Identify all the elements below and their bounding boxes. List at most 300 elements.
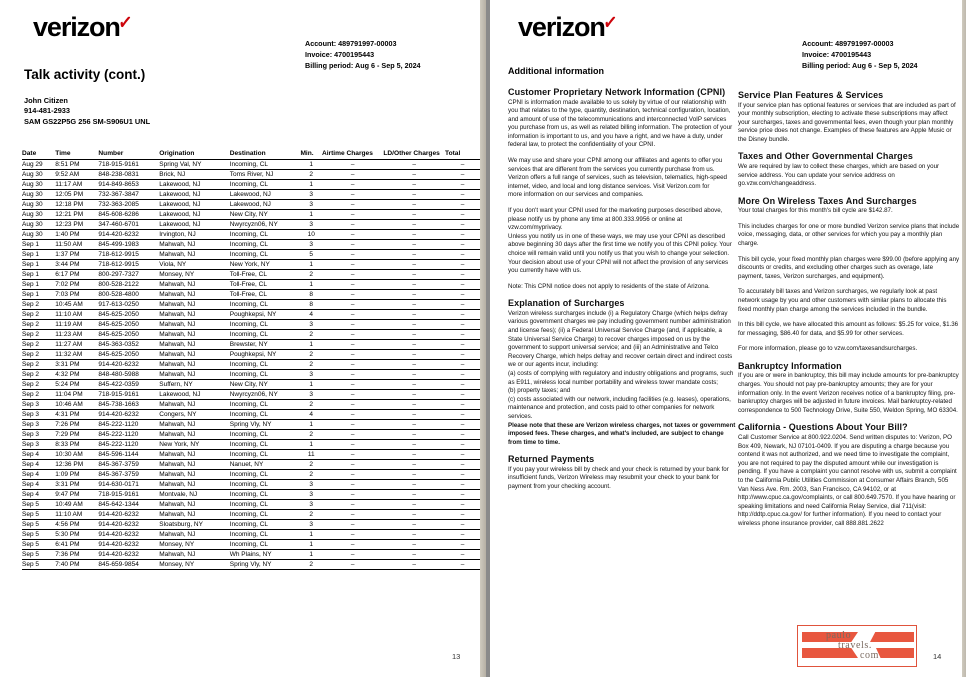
table-row	[22, 510, 480, 520]
cell-dest: Toll-Free, CL	[230, 270, 301, 280]
cell-dest: Toll-Free, CL	[230, 280, 301, 290]
table-row	[22, 350, 480, 360]
page-title: Talk activity (cont.)	[24, 67, 146, 82]
cell-time: 10:49 AM	[55, 500, 98, 510]
cell-date: Aug 30	[22, 170, 55, 180]
california-p1: Call Customer Service at 800.922.0204. Send written disputes to: Verizon, PO Box 409, Newark, NJ 07101-0409. If you are disputing a charge because you contend it was not authorized, and we need time to investigate the complaint, you are not required to pay the disputed amount while our investigation is pending. If you have a complaint you cannot resolve with us, submit a complaint to the California Public Utilities Commission at Consumer Affairs Branch, 505 Van Ness Ave. Rm. 2003, San Francisco, CA 94102, or at http://www.cpuc.ca.gov/complaints, or call 800.649.7570. If you have hearing or speaking limitations and need California Relay Service, dial 711(visit: http://ddtp.cpuc.ca.gov/ for further information). If you need to contact your wireless phone insurance provider, call 888.881.2622	[738, 433, 957, 527]
table-row	[22, 470, 480, 480]
cell-num: 845-608-6286	[98, 210, 159, 220]
column-left-content	[508, 87, 736, 499]
cell-date: Sep 2	[22, 360, 55, 370]
more-taxes-p1: Your total charges for this month's bill cycle are $142.87.	[738, 207, 893, 215]
page-right	[490, 0, 962, 677]
cell-ld: –	[383, 250, 445, 260]
cell-num: 800-297-7327	[98, 270, 159, 280]
customer-device: SAM GS22P5G 256 SM-S906U1 UNL	[24, 116, 151, 126]
cell-orig: Mahwah, NJ	[159, 300, 229, 310]
cell-ld: –	[383, 240, 445, 250]
cell-min: 2	[300, 360, 322, 370]
cell-dest: New City, NY	[230, 380, 301, 390]
cell-dest: Incoming, CL	[230, 530, 301, 540]
cell-air: –	[322, 410, 383, 420]
cell-orig: Mahwah, NJ	[159, 240, 229, 250]
cell-min: 1	[300, 380, 322, 390]
cell-tot: –	[445, 260, 480, 270]
additional-information-heading: Additional information	[508, 66, 604, 76]
cell-air: –	[322, 490, 383, 500]
cell-ld: –	[383, 420, 445, 430]
cell-ld: –	[383, 170, 445, 180]
cell-air: –	[322, 170, 383, 180]
col-total: Total	[445, 150, 480, 160]
table-row	[22, 300, 480, 310]
cell-tot: –	[445, 340, 480, 350]
cell-tot: –	[445, 360, 480, 370]
cell-orig: Mahwah, NJ	[159, 460, 229, 470]
plan-features-title: Service Plan Features & Services	[738, 90, 884, 100]
cell-air: –	[322, 180, 383, 190]
cell-date: Sep 2	[22, 330, 55, 340]
table-row	[22, 210, 480, 220]
table-row	[22, 260, 480, 270]
billing-period-row-right	[802, 60, 918, 71]
cell-ld: –	[383, 510, 445, 520]
cell-ld: –	[383, 520, 445, 530]
california-title: California - Questions About Your Bill?	[738, 422, 908, 433]
verizon-logo	[33, 12, 136, 43]
cell-num: 914-420-6232	[98, 360, 159, 370]
invoice-row	[305, 49, 421, 60]
cell-num: 845-659-9854	[98, 560, 159, 570]
cell-tot: –	[445, 300, 480, 310]
account-row-right	[802, 38, 918, 49]
cell-ld: –	[383, 350, 445, 360]
cell-tot: –	[445, 560, 480, 570]
cell-tot: –	[445, 310, 480, 320]
table-row	[22, 240, 480, 250]
cell-min: 2	[300, 560, 322, 570]
cell-num: 718-915-9161	[98, 390, 159, 400]
billing-label-right: Billing period:	[802, 61, 851, 70]
cell-dest: Incoming, CL	[230, 370, 301, 380]
cpni-title: Customer Proprietary Network Information (CPNI)	[508, 87, 726, 97]
cell-date: Aug 30	[22, 230, 55, 240]
cell-min: 3	[300, 390, 322, 400]
cell-air: –	[322, 560, 383, 570]
invoice-label-right: Invoice:	[802, 50, 830, 59]
cell-time: 3:31 PM	[55, 480, 98, 490]
cell-min: 2	[300, 350, 322, 360]
cell-time: 9:52 AM	[55, 170, 98, 180]
cell-min: 1	[300, 340, 322, 350]
cell-time: 11:17 AM	[55, 180, 98, 190]
cell-min: 3	[300, 500, 322, 510]
cell-ld: –	[383, 270, 445, 280]
col-date: Date	[22, 150, 55, 160]
cell-tot: –	[445, 430, 480, 440]
cell-ld: –	[383, 340, 445, 350]
cell-ld: –	[383, 490, 445, 500]
cell-ld: –	[383, 450, 445, 460]
cell-ld: –	[383, 480, 445, 490]
cell-time: 7:26 PM	[55, 420, 98, 430]
cell-orig: Mahwah, NJ	[159, 280, 229, 290]
cell-air: –	[322, 530, 383, 540]
cell-dest: Spring Vly, NY	[230, 560, 301, 570]
cell-time: 7:40 PM	[55, 560, 98, 570]
cell-tot: –	[445, 420, 480, 430]
cell-air: –	[322, 210, 383, 220]
cell-tot: –	[445, 480, 480, 490]
cell-time: 5:30 PM	[55, 530, 98, 540]
cpni-p4: If you don't want your CPNI used for the marketing purposes described above, please notify us by phone any time at 800.333.9956 or online at vzw.com/myprivacy.	[508, 207, 723, 232]
cell-air: –	[322, 380, 383, 390]
cell-air: –	[322, 290, 383, 300]
cell-time: 4:56 PM	[55, 520, 98, 530]
cell-orig: Lakewood, NJ	[159, 390, 229, 400]
cell-air: –	[322, 200, 383, 210]
cell-date: Sep 5	[22, 510, 55, 520]
customer-block	[24, 96, 150, 127]
cell-min: 3	[300, 220, 322, 230]
account-info-right	[802, 38, 918, 71]
cell-air: –	[322, 250, 383, 260]
cpni-p2: We may use and share your CPNI among our affiliates and agents to offer you services that are different from the services you currently purchase from us. Verizon offers a full range of services, such as television, telematics, high-speed internet, video, and local and long distance services. Visit Verizon.com for	[508, 157, 727, 190]
cell-orig: New York, NY	[159, 440, 229, 450]
table-row	[22, 430, 480, 440]
cell-orig: Irvington, NJ	[159, 230, 229, 240]
cell-num: 917-613-0250	[98, 300, 159, 310]
cell-tot: –	[445, 390, 480, 400]
table-row	[22, 490, 480, 500]
cell-time: 4:32 PM	[55, 370, 98, 380]
cell-time: 10:46 AM	[55, 400, 98, 410]
cell-dest: Incoming, CL	[230, 440, 301, 450]
cell-num: 914-420-6232	[98, 530, 159, 540]
cell-time: 8:33 PM	[55, 440, 98, 450]
bankruptcy-title: Bankruptcy Information	[738, 360, 842, 371]
cell-time: 8:51 PM	[55, 160, 98, 170]
cell-tot: –	[445, 210, 480, 220]
cell-ld: –	[383, 190, 445, 200]
cell-time: 11:10 AM	[55, 310, 98, 320]
cell-tot: –	[445, 530, 480, 540]
cell-orig: Sloatsburg, NY	[159, 520, 229, 530]
cell-min: 2	[300, 470, 322, 480]
cell-date: Sep 2	[22, 310, 55, 320]
cell-date: Sep 2	[22, 340, 55, 350]
more-taxes-p3: This bill cycle, your fixed monthly plan charges were $99.00 (before applying any discounts or credits, and excluding other charges such as overage, late payment, taxes, Verizon surcharges, and equipment).	[738, 255, 960, 280]
billing-value-right: Aug 6 - Sep 5, 2024	[852, 61, 918, 70]
cell-ld: –	[383, 400, 445, 410]
cell-tot: –	[445, 180, 480, 190]
cell-date: Aug 30	[22, 180, 55, 190]
cell-min: 5	[300, 250, 322, 260]
cell-num: 845-363-0352	[98, 340, 159, 350]
cell-min: 3	[300, 490, 322, 500]
cell-air: –	[322, 550, 383, 560]
cell-tot: –	[445, 170, 480, 180]
cell-orig: Suffern, NY	[159, 380, 229, 390]
cell-tot: –	[445, 520, 480, 530]
col-ld-other: LD/Other Charges	[383, 150, 445, 160]
cell-num: 845-625-2050	[98, 320, 159, 330]
column-right-content	[738, 90, 960, 535]
cell-ld: –	[383, 330, 445, 340]
cell-orig: Mahwah, NJ	[159, 430, 229, 440]
cell-orig: Lakewood, NJ	[159, 220, 229, 230]
cell-air: –	[322, 390, 383, 400]
cell-air: –	[322, 230, 383, 240]
stamp-line-1: paulo	[826, 630, 852, 641]
table-row	[22, 420, 480, 430]
cell-orig: Lakewood, NJ	[159, 200, 229, 210]
cell-ld: –	[383, 380, 445, 390]
cell-date: Sep 2	[22, 380, 55, 390]
cell-dest: Incoming, CL	[230, 230, 301, 240]
cell-num: 718-612-9915	[98, 250, 159, 260]
cell-num: 845-222-1120	[98, 430, 159, 440]
cell-time: 7:29 PM	[55, 430, 98, 440]
table-row	[22, 220, 480, 230]
cell-min: 10	[300, 230, 322, 240]
cell-ld: –	[383, 310, 445, 320]
cell-date: Sep 1	[22, 270, 55, 280]
table-row	[22, 330, 480, 340]
cell-dest: Incoming, CL	[230, 360, 301, 370]
cell-orig: Mahwah, NJ	[159, 320, 229, 330]
cell-date: Sep 1	[22, 290, 55, 300]
table-row	[22, 230, 480, 240]
cell-dest: Nwyrcyzn06, NY	[230, 390, 301, 400]
cell-dest: Incoming, CL	[230, 450, 301, 460]
cell-num: 914-420-6232	[98, 520, 159, 530]
table-row	[22, 550, 480, 560]
cell-ld: –	[383, 360, 445, 370]
cell-date: Sep 1	[22, 240, 55, 250]
cell-orig: Lakewood, NJ	[159, 210, 229, 220]
cell-date: Aug 30	[22, 210, 55, 220]
surcharges-note: Please note that these are Verizon wireless charges, not taxes or government imposed fees. These charges, and what's included, are subject to change from time to time.	[508, 421, 736, 446]
cell-num: 718-915-9161	[98, 160, 159, 170]
billing-period-row	[305, 60, 421, 71]
cell-time: 1:40 PM	[55, 230, 98, 240]
cell-time: 3:31 PM	[55, 360, 98, 370]
cell-date: Sep 5	[22, 540, 55, 550]
plan-features-p1: If your service plan has optional features or services that are included as part of your monthly subscription, electing to activate these subscriptions may affect your surcharges, taxes and governmental fees, even though your plan monthly service price does not change. Examples of these features are Apple Music or the Disney bundle.	[738, 101, 956, 143]
account-value-right: 489791997-00003	[835, 39, 894, 48]
cell-num: 848-238-0831	[98, 170, 159, 180]
cell-dest: Incoming, CL	[230, 330, 301, 340]
cell-min: 1	[300, 440, 322, 450]
cell-ld: –	[383, 540, 445, 550]
cell-dest: Nanuet, NY	[230, 460, 301, 470]
cell-air: –	[322, 280, 383, 290]
cell-date: Sep 4	[22, 480, 55, 490]
cell-min: 2	[300, 510, 322, 520]
cell-dest: Incoming, CL	[230, 480, 301, 490]
cell-tot: –	[445, 290, 480, 300]
customer-name: John Citizen	[24, 96, 68, 105]
cell-tot: –	[445, 400, 480, 410]
cell-orig: Monsey, NY	[159, 540, 229, 550]
cell-air: –	[322, 330, 383, 340]
page-edge-left	[480, 0, 486, 677]
cell-min: 1	[300, 260, 322, 270]
cell-date: Sep 5	[22, 560, 55, 570]
cell-tot: –	[445, 230, 480, 240]
stamp-bar-right-top	[870, 632, 914, 642]
cell-air: –	[322, 220, 383, 230]
taxes-title: Taxes and Other Governmental Charges	[738, 151, 913, 162]
cell-time: 9:47 PM	[55, 490, 98, 500]
table-row	[22, 360, 480, 370]
returned-payments-title: Returned Payments	[508, 454, 595, 465]
cell-date: Sep 5	[22, 530, 55, 540]
cell-air: –	[322, 370, 383, 380]
table-row	[22, 410, 480, 420]
cpni-p1: CPNI is information made available to us solely by virtue of our relationship with you that relates to the type, quantity, destination, technical configuration, location, and amount of use of the telecommunications and interconnected VoIP services you purchase from us, as well as related billing information. The protection of your information is important to us, and you have a right, and we have a duty, under federal law, to protect the confidentiality of your CPNI.	[508, 98, 733, 149]
paulo-travels-stamp	[797, 625, 917, 667]
cell-num: 845-367-3759	[98, 470, 159, 480]
cell-time: 12:23 PM	[55, 220, 98, 230]
cell-num: 347-460-6701	[98, 220, 159, 230]
cell-ld: –	[383, 200, 445, 210]
cell-date: Sep 1	[22, 250, 55, 260]
cell-min: 3	[300, 240, 322, 250]
cell-min: 1	[300, 180, 322, 190]
page-number-left: 13	[452, 652, 461, 661]
table-row	[22, 170, 480, 180]
cell-orig: Mahwah, NJ	[159, 550, 229, 560]
cell-time: 7:03 PM	[55, 290, 98, 300]
cell-min: 8	[300, 290, 322, 300]
cell-dest: Poughkepsi, NY	[230, 310, 301, 320]
table-row	[22, 440, 480, 450]
cell-num: 914-420-6232	[98, 550, 159, 560]
cell-time: 1:09 PM	[55, 470, 98, 480]
cell-air: –	[322, 340, 383, 350]
cell-num: 845-625-2050	[98, 310, 159, 320]
cpni-p5: Unless you notify us in one of these ways, we may use your CPNI as described above beginning 30 days after the first time we notify you of this CPNI policy. Your choice will remain valid until you notify us that you wish to change your selection. Your decision about use of your CPNI will not affect the provision of any services you currently have with us.	[508, 232, 732, 275]
table-row	[22, 340, 480, 350]
billing-label: Billing period:	[305, 61, 354, 70]
more-taxes-title: More On Wireless Taxes And Surcharges	[738, 195, 917, 206]
table-row	[22, 200, 480, 210]
cell-tot: –	[445, 550, 480, 560]
cell-dest: Nwyrcyzn06, NY	[230, 220, 301, 230]
cell-dest: Incoming, CL	[230, 520, 301, 530]
cell-dest: Incoming, CL	[230, 180, 301, 190]
cell-tot: –	[445, 380, 480, 390]
cell-tot: –	[445, 320, 480, 330]
cell-min: 3	[300, 480, 322, 490]
cell-ld: –	[383, 460, 445, 470]
cell-air: –	[322, 160, 383, 170]
cell-orig: Brick, NJ	[159, 170, 229, 180]
cell-orig: Mahwah, NJ	[159, 250, 229, 260]
cell-dest: Incoming, CL	[230, 240, 301, 250]
cell-date: Sep 4	[22, 490, 55, 500]
cell-date: Sep 2	[22, 370, 55, 380]
surcharges-b: (b) property taxes; and	[508, 387, 571, 395]
cell-orig: Monsey, NY	[159, 270, 229, 280]
cell-date: Sep 1	[22, 260, 55, 270]
cell-ld: –	[383, 530, 445, 540]
cell-orig: Mahwah, NJ	[159, 370, 229, 380]
cell-ld: –	[383, 210, 445, 220]
table-row	[22, 540, 480, 550]
account-value: 489791997-00003	[338, 39, 397, 48]
cell-dest: New York, NY	[230, 260, 301, 270]
cell-dest: Wh Plains, NY	[230, 550, 301, 560]
more-taxes-p4: To accurately bill taxes and Verizon surcharges, we regularly look at past network usage by you and other customers with similar plans to allocate this fixed monthly plan charge among the services included in the bundle.	[738, 288, 947, 313]
cell-ld: –	[383, 260, 445, 270]
cell-orig: Mahwah, NJ	[159, 510, 229, 520]
cell-ld: –	[383, 320, 445, 330]
cell-dest: Incoming, CL	[230, 160, 301, 170]
account-info-left	[305, 38, 421, 71]
cell-ld: –	[383, 230, 445, 240]
cell-dest: Lakewood, NJ	[230, 190, 301, 200]
cell-dest: Incoming, CL	[230, 400, 301, 410]
cell-ld: –	[383, 550, 445, 560]
table-header	[22, 150, 480, 160]
cell-num: 845-222-1120	[98, 420, 159, 430]
cell-air: –	[322, 360, 383, 370]
cell-min: 8	[300, 300, 322, 310]
cell-num: 845-367-3759	[98, 460, 159, 470]
cell-num: 914-420-6232	[98, 510, 159, 520]
cell-air: –	[322, 480, 383, 490]
cell-ld: –	[383, 300, 445, 310]
cell-date: Sep 4	[22, 470, 55, 480]
table-row	[22, 560, 480, 570]
cell-num: 732-367-3847	[98, 190, 159, 200]
col-number: Number	[98, 150, 159, 160]
table-row	[22, 480, 480, 490]
cell-tot: –	[445, 460, 480, 470]
cell-orig: Congers, NY	[159, 410, 229, 420]
cell-orig: Mahwah, NJ	[159, 530, 229, 540]
cell-date: Sep 2	[22, 320, 55, 330]
cell-tot: –	[445, 510, 480, 520]
table-header-row	[22, 150, 480, 160]
cell-date: Aug 30	[22, 190, 55, 200]
cell-num: 845-642-1344	[98, 500, 159, 510]
more-taxes-p5: In this bill cycle, we have allocated this amount as follows: $5.25 for voice, $1.36 for messaging, $86.40 for data, and $5.99 for other services.	[738, 321, 959, 337]
cell-time: 7:02 PM	[55, 280, 98, 290]
cell-orig: Lakewood, NJ	[159, 180, 229, 190]
cell-ld: –	[383, 470, 445, 480]
cell-min: 3	[300, 520, 322, 530]
cell-ld: –	[383, 390, 445, 400]
cell-num: 845-625-2050	[98, 330, 159, 340]
surcharges-c: (c) costs associated with our network, including facilities (e.g. leases), operations, maintenance and protection, and costs paid to other companies for network services.	[508, 395, 731, 420]
cell-dest: Incoming, CL	[230, 510, 301, 520]
table-row	[22, 500, 480, 510]
cell-orig: Mahwah, NJ	[159, 340, 229, 350]
cell-tot: –	[445, 350, 480, 360]
cell-orig: Monsey, NY	[159, 560, 229, 570]
returned-payments-p1: If you pay your wireless bill by check and your check is returned by your bank for insufficient funds, Verizon Wireless may resubmit your check to your bank for payment from your checking account.	[508, 465, 729, 491]
cell-num: 914-420-6232	[98, 410, 159, 420]
cell-time: 6:17 PM	[55, 270, 98, 280]
surcharges-a: (a) costs of complying with regulatory and industry obligations and programs, such as E911, wireless local number portability and wireless tower mandate costs;	[508, 370, 734, 386]
cell-tot: –	[445, 330, 480, 340]
table-row	[22, 530, 480, 540]
cell-time: 11:04 PM	[55, 390, 98, 400]
